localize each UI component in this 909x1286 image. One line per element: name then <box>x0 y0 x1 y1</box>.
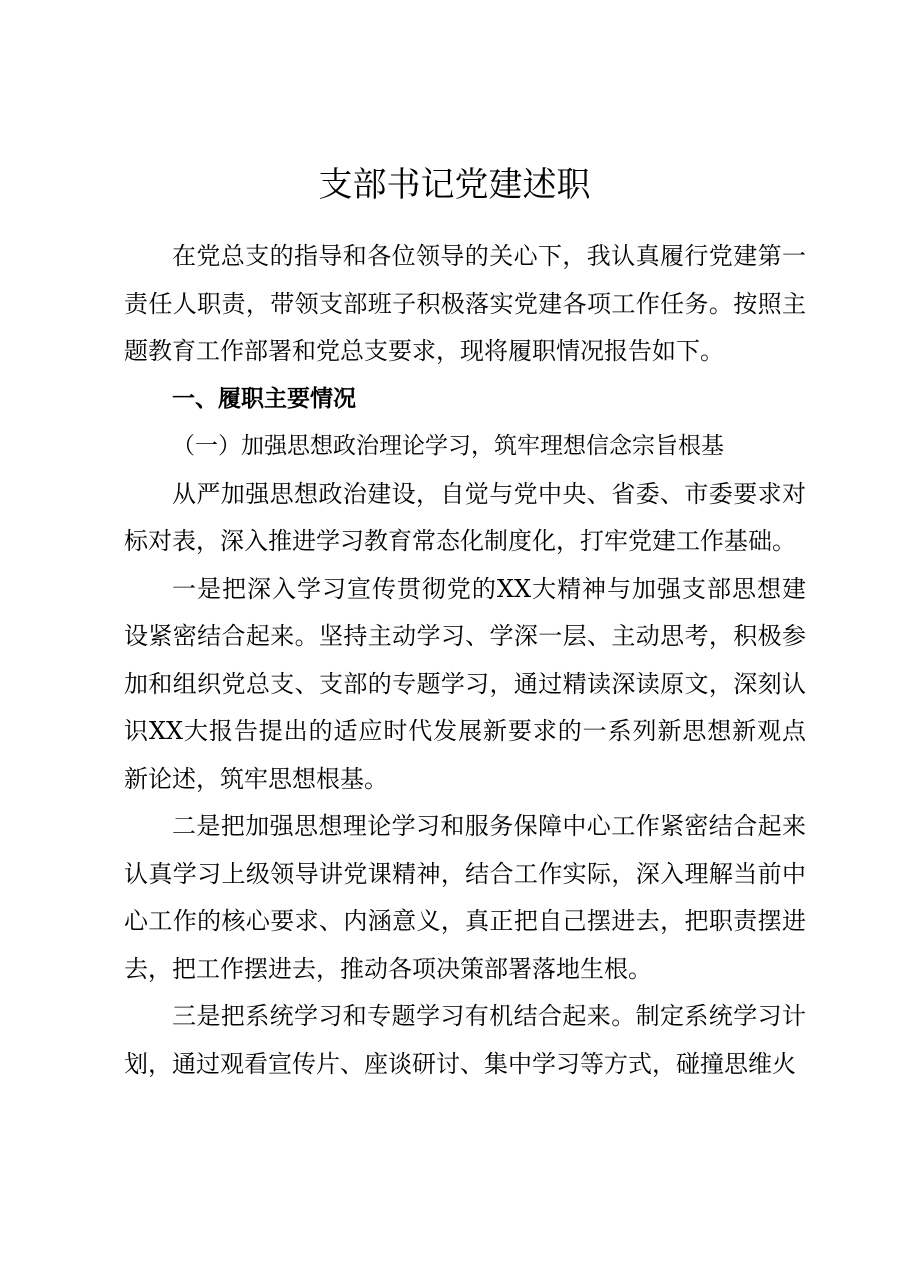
body-paragraph: 一是把深入学习宣传贯彻党的XX大精神与加强支部思想建设紧密结合起来。坚持主动学习、学深一层、主动思考，积极参加和组织党总支、支部的专题学习，通过精读深读原文，深刻认识XX大报告提出的适应时代发展新要求的一系列新思想新观点新论述，筑牢思想根基。 <box>124 574 806 793</box>
body-paragraph: 从严加强思想政治建设，自觉与党中央、省委、市委要求对标对表，深入推进学习教育常态化制度化，打牢党建工作基础。 <box>124 479 806 555</box>
section-heading: 一、履职主要情况 <box>172 385 356 412</box>
document-body <box>124 233 806 1088</box>
document-title: 支部书记党建述职 <box>318 165 591 205</box>
intro-paragraph: 在党总支的指导和各位领导的关心下，我认真履行党建第一责任人职责，带领支部班子积极落实党建各项工作任务。按照主题教育工作部署和党总支要求，现将履职情况报告如下。 <box>124 242 806 365</box>
body-paragraph: 三是把系统学习和专题学习有机结合起来。制定系统学习计划，通过观看宣传片、座谈研讨、集中学习等方式，碰撞思维火 <box>124 1002 806 1078</box>
subsection-heading: （一）加强思想政治理论学习，筑牢理想信念宗旨根基 <box>172 433 724 459</box>
body-paragraph: 二是把加强思想理论学习和服务保障中心工作紧密结合起来认真学习上级领导讲党课精神，结合工作实际，深入理解当前中心工作的核心要求、内涵意义，真正把自己摆进去，把职责摆进去，把工作摆进去，推动各项决策部署落地生根。 <box>124 812 806 983</box>
